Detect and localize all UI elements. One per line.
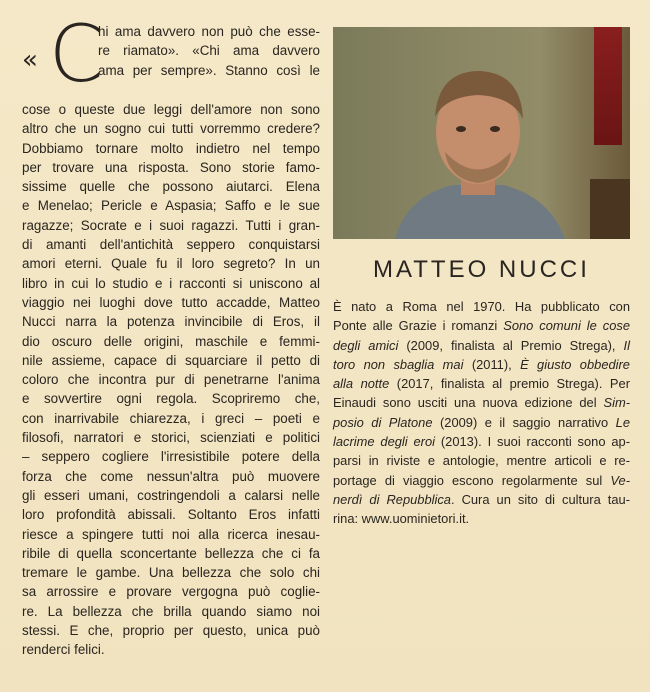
background-red-frame — [594, 27, 622, 145]
bio-line: Einaudi sono usciti una nuova edizione del Sim- — [333, 395, 630, 411]
synopsis-line: Nucci narra la potenza invincibile di Eros, il — [22, 314, 320, 330]
synopsis-line: di amanti dell'antichità seppero conquistarsi — [22, 237, 320, 253]
bio-line: lacrime degli eroi (2013). I suoi racconti sono ap- — [333, 434, 631, 450]
author-portrait-illustration — [373, 57, 583, 239]
intro-line-1: hi ama davvero non può che esse- — [98, 24, 320, 39]
synopsis-line: – seppero cogliere l'irresistibile potere della — [22, 449, 320, 465]
opening-quote-mark: « — [22, 45, 38, 75]
synopsis-line: dio oscuro delle origini, maschile e femmi- — [22, 333, 320, 349]
bio-line: rina: www.uominietori.it. — [333, 511, 470, 527]
bio-line: portage di viaggio escono regolarmente sul Ve- — [333, 472, 630, 488]
synopsis-line: per trovare una risposta. Sono storie famo- — [22, 159, 320, 175]
bio-line: Ponte alle Grazie i romanzi Sono comuni le cose — [333, 318, 631, 334]
synopsis-line: nile assieme, capace di squarciare il petto di — [22, 352, 320, 368]
synopsis-line: sa arrossire e provare vergogna può coglie- — [22, 584, 320, 600]
intro-line-3: ama per sempre». Stanno così le — [98, 62, 320, 78]
synopsis-line: coloro che incontra pur di penetrarne l'anima — [22, 372, 320, 388]
synopsis-line: sissime quelle che possono aiutarci. Elena — [22, 179, 320, 195]
synopsis-line: altro che un sogno cui tutti vorremmo credere? — [22, 121, 320, 137]
author-photo — [333, 27, 630, 239]
synopsis-line: cose o queste due leggi dell'amore non sono — [22, 102, 320, 117]
synopsis-line: riesce a spingere tutti noi alla ricerca inesau- — [22, 526, 320, 542]
synopsis-line: amori eterni. Quale fu il loro segreto? In un — [22, 256, 320, 272]
synopsis-line: ragazze; Socrate e i suoi ragazzi. Tutti i gran- — [22, 217, 320, 233]
synopsis-intro — [22, 10, 320, 100]
synopsis-line: re. La bellezza che brilla quando siamo noi — [22, 603, 320, 619]
synopsis-body — [22, 100, 320, 660]
bio-line: degli amici (2009, finalista al Premio Strega), Il — [333, 337, 630, 353]
intro-line-2: re riamato». «Chi ama davvero — [98, 43, 320, 59]
synopsis-line: filosofi, narratori e storici, scienziati e politici — [22, 430, 320, 446]
bio-line: alla notte (2017, finalista al premio Strega). Per — [333, 376, 630, 392]
author-bio — [333, 297, 630, 529]
bio-line: È nato a Roma nel 1970. Ha pubblicato con — [333, 299, 630, 314]
bio-line: nerdì di Repubblica. Cura un sito di cultura tau- — [333, 491, 630, 507]
bio-line: parsi in riviste e antologie, mentre articoli e re- — [333, 453, 630, 469]
drop-cap: C — [49, 10, 104, 100]
author-name: MATTEO NUCCI — [373, 256, 590, 283]
synopsis-line: viaggio nei luoghi dove tutto accadde, Matteo — [22, 294, 320, 310]
synopsis-line: libro in cui lo studio e i racconti si uniscono al — [22, 275, 320, 291]
synopsis-line: renderci felici. — [22, 642, 105, 658]
synopsis-line: tremare le gambe. Una bellezza che solo chi — [22, 565, 320, 581]
synopsis-line: stessi. E che, proprio per questo, unica può — [22, 623, 320, 639]
bio-line: posio di Platone (2009) e il saggio narrativo Le — [333, 414, 630, 430]
synopsis-line: ribile di quella sconcertante bellezza che ci fa — [22, 545, 320, 561]
synopsis-line: loro profondità abissali. Soltanto Eros infatti — [22, 507, 320, 523]
synopsis-line: Dobbiamo tornare molto indietro nel tempo — [22, 140, 320, 156]
synopsis-column — [22, 10, 320, 660]
bio-line: toro non sbaglia mai (2011), È giusto obbedire — [333, 356, 630, 372]
synopsis-line: con inarrivabile chiarezza, i greci – poeti e — [22, 410, 320, 426]
synopsis-line: e Menelao; Pericle e Aspasia; Saffo e le sue — [22, 198, 320, 214]
background-cabinet — [590, 179, 630, 239]
synopsis-line: gli esseri umani, costringendoli a calarsi nelle — [22, 487, 320, 503]
synopsis-line: forza che come nessun'altra può muovere — [22, 468, 320, 484]
synopsis-line: e sovvertire ogni regola. Scopriremo che, — [22, 391, 320, 407]
